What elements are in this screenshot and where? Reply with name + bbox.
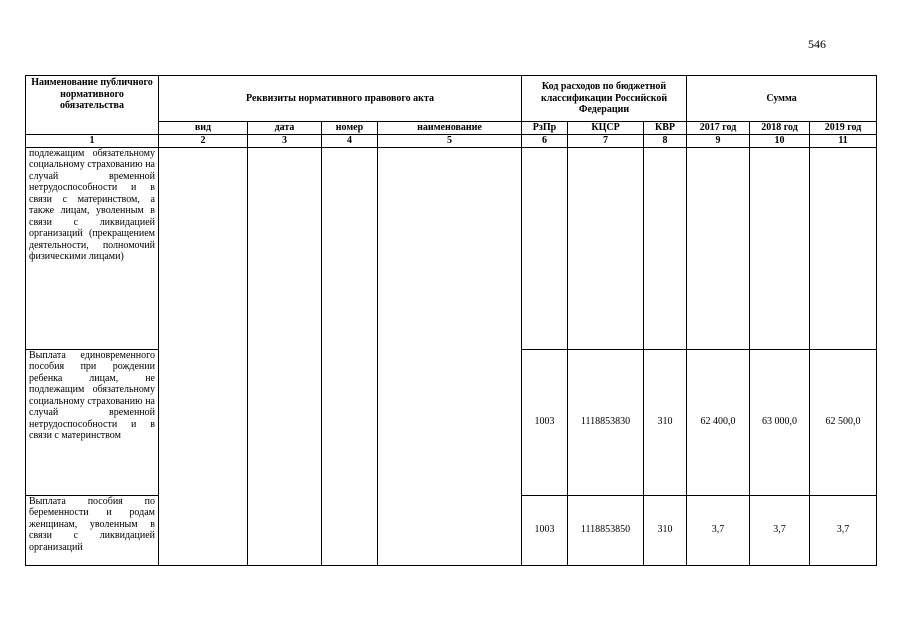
cell-2017: 3,7 (687, 495, 750, 565)
cell-kcsr (568, 147, 644, 349)
obligation-name: подлежащим обязательному социальному страхованию на случай временной нетрудоспособности и в связи с материнством, а также лицам, уволенным в связи с ликвидацией организаций (прекращением деятельности, полномочий физическими лицами) (26, 147, 159, 349)
column-number: 4 (322, 134, 378, 147)
header-sub-rzpr: РзПр (522, 122, 568, 135)
header-name: Наименование публичного нормативного обязательства (26, 76, 159, 135)
cell-kvr: 310 (644, 495, 687, 565)
cell-kvr: 310 (644, 349, 687, 495)
header-sub-2017: 2017 год (687, 122, 750, 135)
obligation-name: Выплата единовременного пособия при рождении ребенка лицам, не подлежащим обязательному социальному страхованию на случай временной нетрудоспособности и в связи с материнством (26, 349, 159, 495)
header-sum: Сумма (687, 76, 877, 122)
column-number: 2 (159, 134, 248, 147)
table-row (26, 147, 877, 349)
page-number: 546 (808, 37, 826, 51)
column-number: 3 (248, 134, 322, 147)
cell-number (322, 147, 378, 565)
column-number: 8 (644, 134, 687, 147)
cell-type (159, 147, 248, 565)
column-number: 6 (522, 134, 568, 147)
obligation-name: Выплата пособия по беременности и родам женщинам, уволенным в связи с ликвидацией организаций (26, 495, 159, 565)
cell-2018: 63 000,0 (750, 349, 810, 495)
cell-2017: 62 400,0 (687, 349, 750, 495)
cell-kcsr: 1118853830 (568, 349, 644, 495)
budget-table (25, 75, 877, 566)
cell-2019: 3,7 (810, 495, 877, 565)
header-requisites: Реквизиты нормативного правового акта (159, 76, 522, 122)
header-sub-number: номер (322, 122, 378, 135)
header-sub-title: наименование (378, 122, 522, 135)
column-number: 7 (568, 134, 644, 147)
column-number: 1 (26, 134, 159, 147)
header-sub-kvr: КВР (644, 122, 687, 135)
column-number: 11 (810, 134, 877, 147)
header-sub-kcsr: КЦСР (568, 122, 644, 135)
cell-date (248, 147, 322, 565)
cell-kvr (644, 147, 687, 349)
cell-2018: 3,7 (750, 495, 810, 565)
cell-2019 (810, 147, 877, 349)
cell-rzpr: 1003 (522, 349, 568, 495)
column-numbers-row (26, 134, 877, 147)
column-number: 5 (378, 134, 522, 147)
cell-title (378, 147, 522, 565)
cell-kcsr: 1118853850 (568, 495, 644, 565)
cell-rzpr: 1003 (522, 495, 568, 565)
cell-rzpr (522, 147, 568, 349)
cell-2019: 62 500,0 (810, 349, 877, 495)
header-budget-code: Код расходов по бюджетной классификации Российской Федерации (522, 76, 687, 122)
cell-2018 (750, 147, 810, 349)
header-sub-date: дата (248, 122, 322, 135)
header-sub-2018: 2018 год (750, 122, 810, 135)
cell-2017 (687, 147, 750, 349)
column-number: 10 (750, 134, 810, 147)
header-sub-type: вид (159, 122, 248, 135)
header-sub-2019: 2019 год (810, 122, 877, 135)
column-number: 9 (687, 134, 750, 147)
